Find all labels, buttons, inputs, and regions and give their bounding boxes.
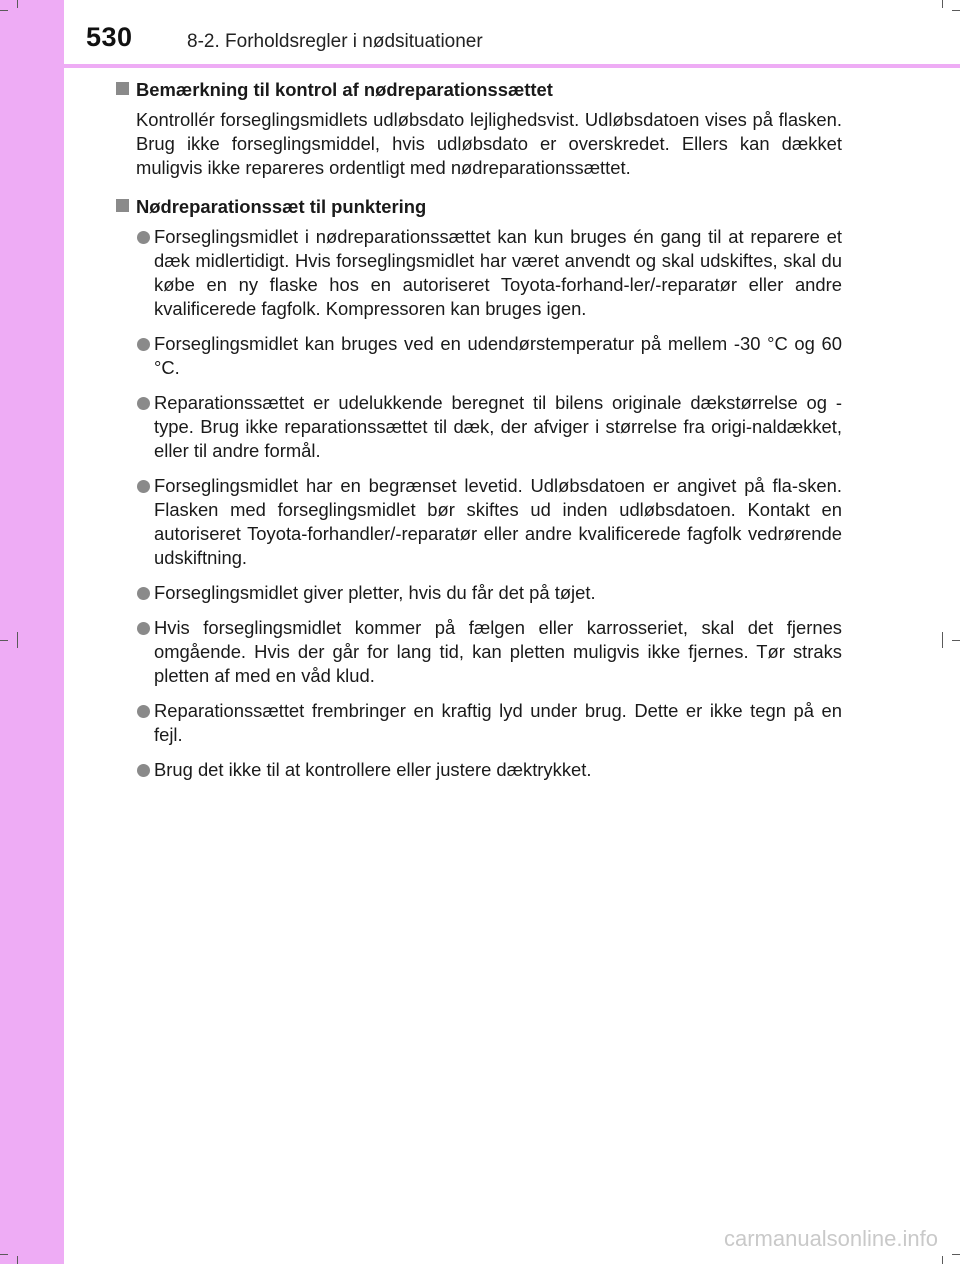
page-content: [116, 78, 842, 793]
section-title-text: Nødreparationssæt til punktering: [136, 196, 427, 217]
square-bullet-icon: [116, 199, 129, 212]
square-bullet-icon: [116, 82, 129, 95]
page-header: [64, 0, 960, 68]
circle-bullet-icon: [137, 587, 150, 600]
list-item: [116, 699, 842, 747]
circle-bullet-icon: [137, 231, 150, 244]
section-paragraph: Kontrollér forseglingsmidlets udløbsdato lejlighedsvist. Udløbsdatoen vises på flasken. Brug ikke forseglingsmiddel, hvis udløbsdato er overskredet. Ellers kan dækket muligvis ikke repareres ordentligt med nødreparationssættet.: [136, 109, 842, 178]
crop-mark-mid-right: [952, 640, 960, 641]
crop-mark-bottom-right: [952, 1254, 960, 1255]
list-item-text: Forseglingsmidlet i nødreparationssættet kan kun bruges én gang til at reparere et dæk midlertidigt. Hvis forseglingsmidlet har været anvendt og skal udskiftes, skal du købe en ny flaske hos en autoriseret Toyota-forhand-ler/-reparatør eller andre kvalificerede fagfolk. Kompressoren kan bruges igen.: [154, 226, 842, 319]
section-title: [116, 78, 842, 102]
list-item-text: Reparationssættet frembringer en kraftig lyd under brug. Dette er ikke tegn på en fejl.: [154, 700, 842, 745]
crop-mark-top-left-v: [17, 0, 18, 8]
watermark-text: carmanualsonline.info: [723, 1226, 938, 1251]
list-item: [116, 391, 842, 463]
page-number: 530: [86, 22, 133, 52]
section-title: [116, 195, 842, 219]
section-repair-kit: [116, 195, 842, 782]
chapter-title: 8-2. Forholdsregler i nødsituationer: [187, 31, 483, 52]
page-side-band: [0, 0, 64, 1264]
crop-mark-mid-left-v: [17, 632, 18, 648]
list-item: [116, 616, 842, 688]
list-item: [116, 758, 842, 782]
circle-bullet-icon: [137, 622, 150, 635]
crop-mark-bottom-left-v: [17, 1256, 18, 1264]
crop-mark-mid-left: [0, 640, 8, 641]
crop-mark-bottom-right-v: [942, 1256, 943, 1264]
circle-bullet-icon: [137, 397, 150, 410]
list-item-text: Brug det ikke til at kontrollere eller justere dæktrykket.: [154, 759, 592, 780]
crop-mark-mid-right-v: [942, 632, 943, 648]
circle-bullet-icon: [137, 480, 150, 493]
list-item-text: Forseglingsmidlet giver pletter, hvis du får det på tøjet.: [154, 582, 596, 603]
section-title-text: Bemærkning til kontrol af nødreparationssættet: [136, 79, 553, 100]
circle-bullet-icon: [137, 705, 150, 718]
list-item-text: Reparationssættet er udelukkende beregnet til bilens originale dækstørrelse og -type. Brug ikke reparationssættet til dæk, der afviger i størrelse fra origi-naldækket, eller til andre formål.: [154, 392, 842, 461]
list-item: [116, 474, 842, 570]
list-item: [116, 581, 842, 605]
header-rule: [64, 64, 960, 68]
list-item: [116, 225, 842, 321]
crop-mark-bottom-left: [0, 1254, 8, 1255]
list-item-text: Hvis forseglingsmidlet kommer på fælgen eller karrosseriet, skal det fjernes omgående. Hvis der går for lang tid, kan pletten muligvis ikke fjernes. Tør straks pletten af med en våd klud.: [154, 617, 842, 686]
list-item-text: Forseglingsmidlet har en begrænset levetid. Udløbsdatoen er angivet på fla-sken. Flasken med forseglingsmidlet bør skiftes ud inden udløbsdatoen. Kontakt en autoriseret Toyota-forhandler/-reparatør eller andre kvalificerede fagfolk vedrørende udskiftning.: [154, 475, 842, 568]
circle-bullet-icon: [137, 764, 150, 777]
list-item: [116, 332, 842, 380]
list-item-text: Forseglingsmidlet kan bruges ved en udendørstemperatur på mellem -30 °C og 60 °C.: [154, 333, 842, 378]
circle-bullet-icon: [137, 338, 150, 351]
crop-mark-top-left: [0, 10, 8, 11]
section-note-control: [116, 78, 842, 180]
bullet-list: [116, 225, 842, 782]
